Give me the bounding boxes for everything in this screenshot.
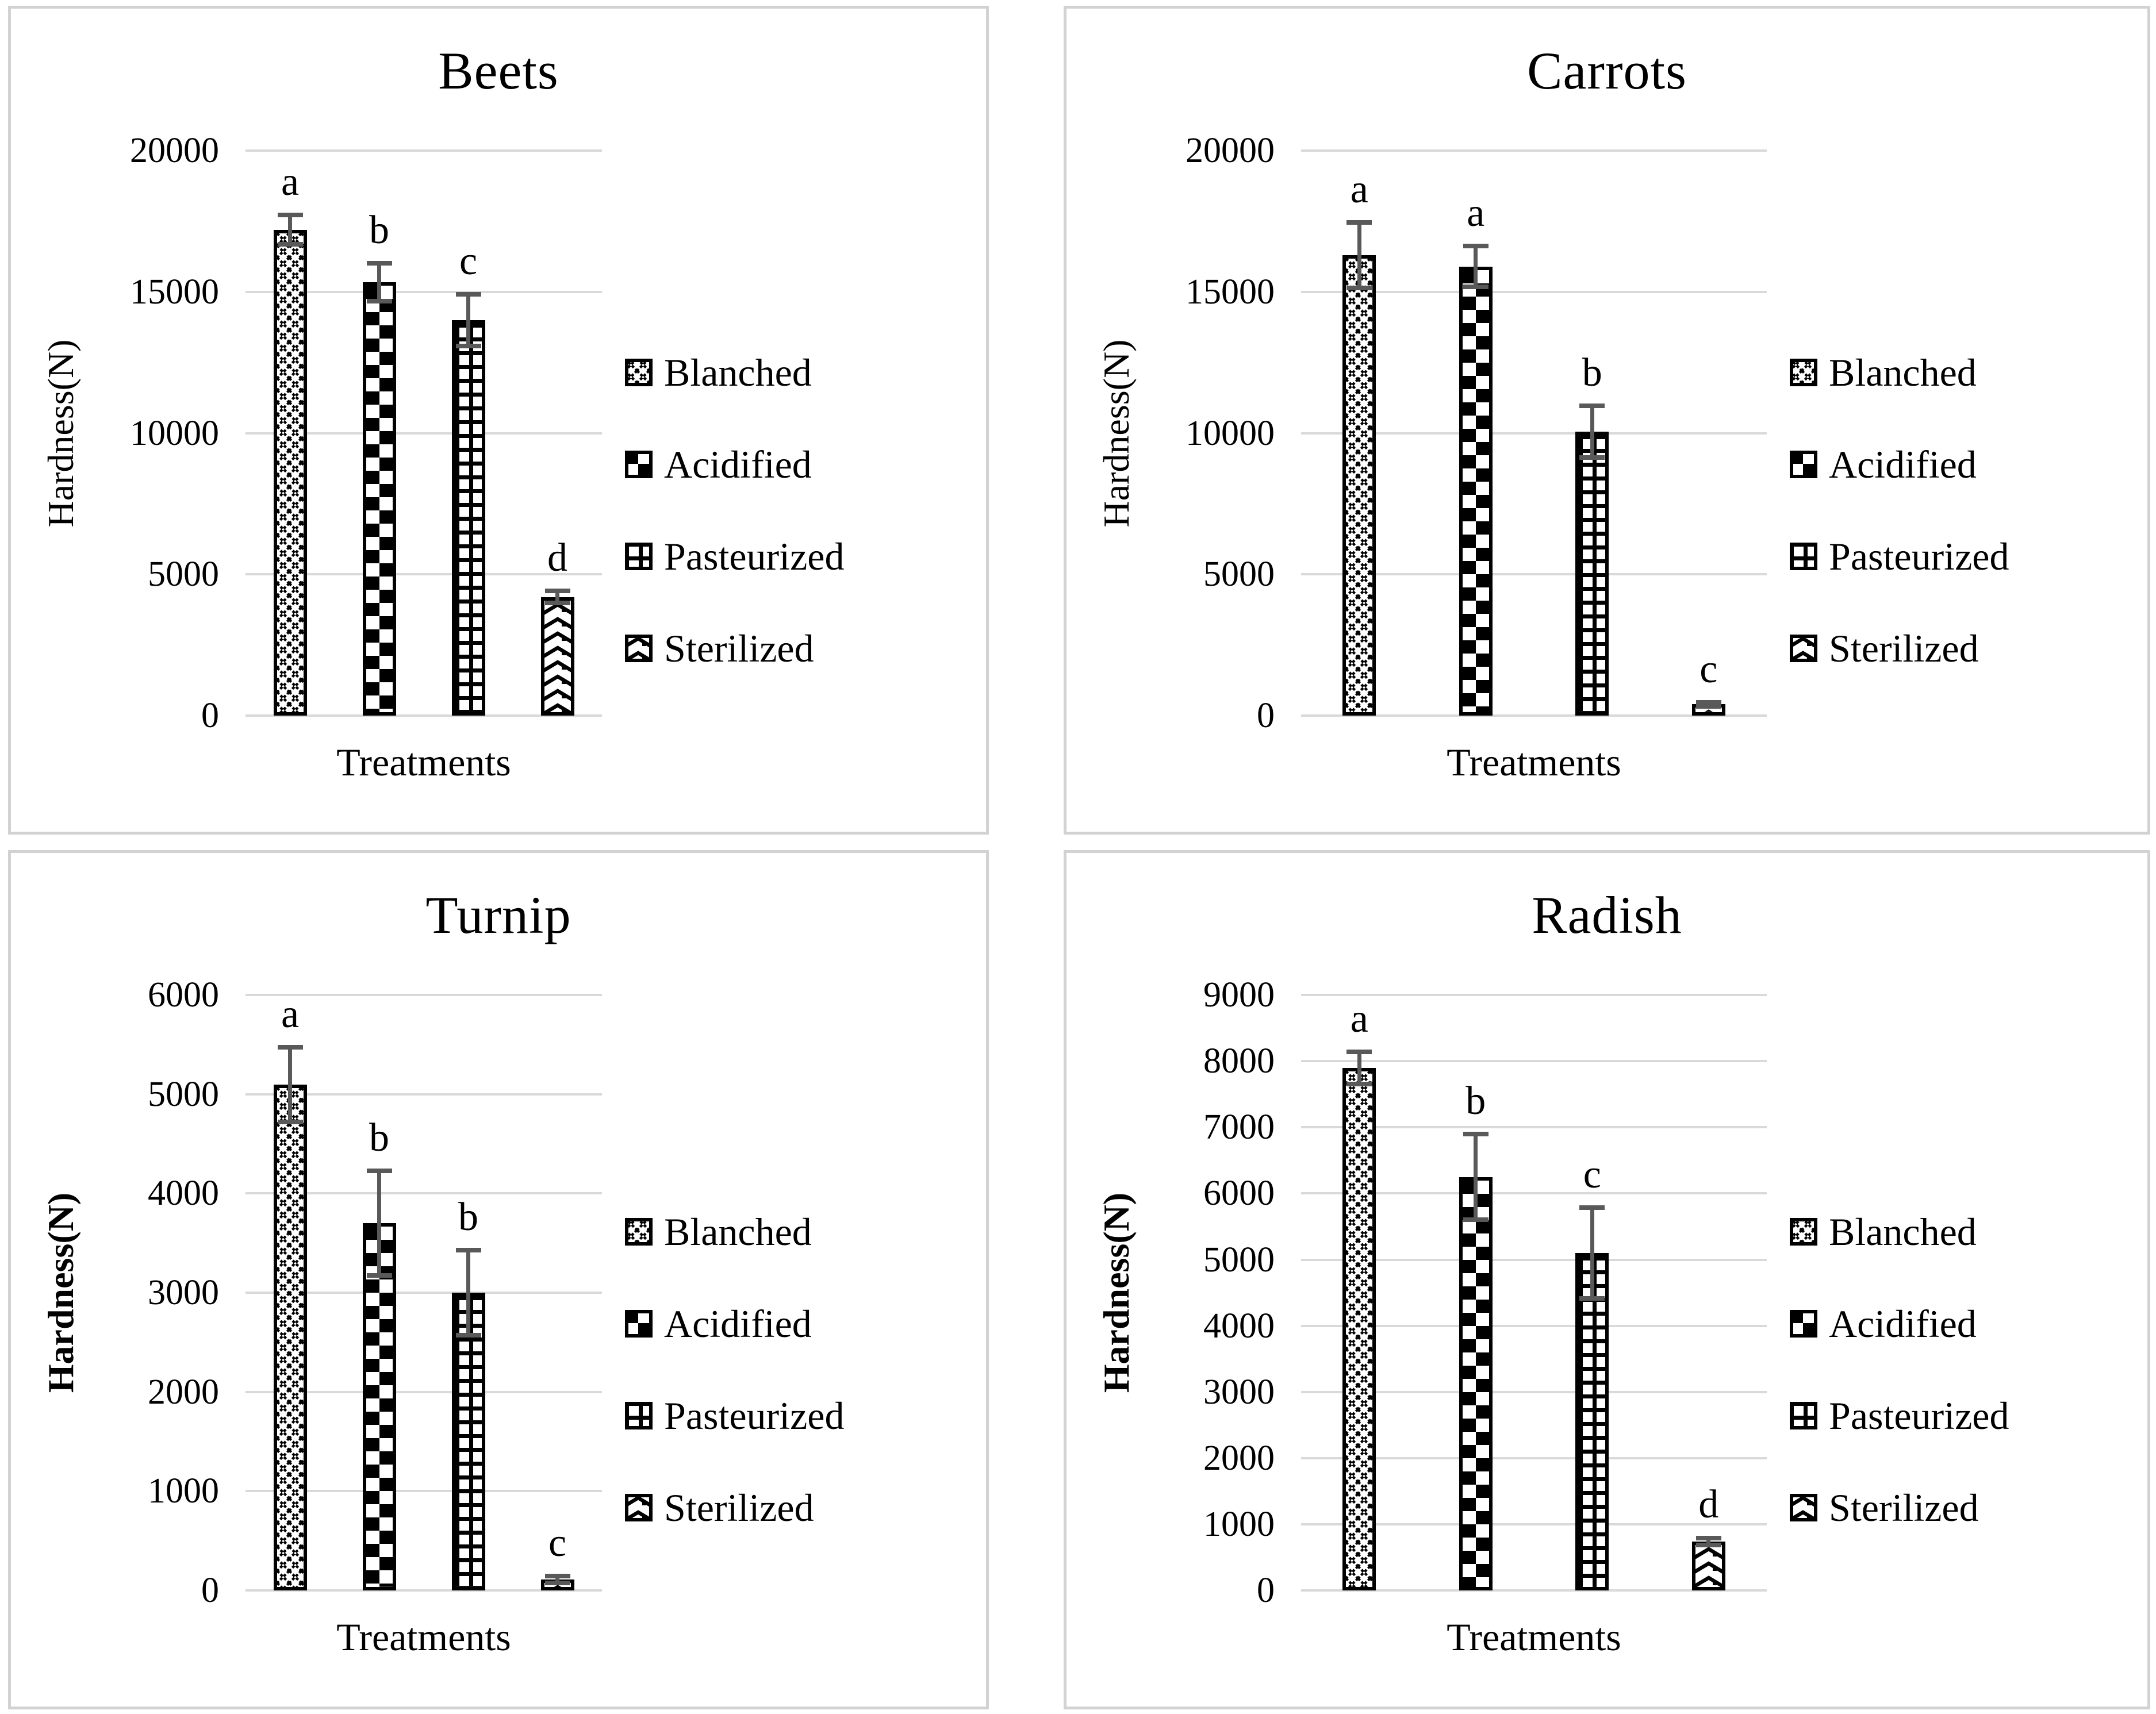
chart-panel-beets: [8, 6, 989, 835]
legend-item-acidified: [1790, 1302, 2131, 1346]
y-tick-label-2000: 2000: [148, 1372, 219, 1412]
significance-letter-acidified: a: [1467, 191, 1485, 236]
chart-title: Radish: [1532, 886, 1682, 944]
chevron-pattern-swatch: [1790, 1494, 1817, 1521]
checkerboard-pattern-swatch: [1790, 1310, 1817, 1338]
error-bar-blanched: [288, 1045, 292, 1124]
gridline-20000: [245, 149, 602, 152]
significance-letter-blanched: a: [1350, 167, 1368, 212]
legend-label: Blanched: [1829, 350, 1977, 394]
y-axis-label-column: [1083, 995, 1150, 1590]
y-tick-label-6000: 6000: [148, 975, 219, 1015]
y-tick-label-10000: 10000: [130, 413, 219, 453]
legend-item-acidified: [1790, 442, 2131, 486]
significance-letter-pasteurized: c: [459, 239, 478, 283]
x-axis-label: Treatments: [336, 740, 511, 784]
grid-pattern-swatch: [1790, 543, 1817, 570]
chevron-pattern-swatch: [1790, 635, 1817, 662]
y-tick-label-20000: 20000: [130, 131, 219, 171]
y-tick-label-7000: 7000: [1203, 1108, 1275, 1147]
y-tick-label-0: 0: [201, 696, 219, 735]
significance-letter-sterilized: d: [547, 535, 567, 580]
legend-item-acidified: [625, 1302, 970, 1346]
bar-acidified: [1459, 1177, 1493, 1590]
significance-letter-sterilized: c: [1700, 647, 1718, 691]
chevron-pattern-swatch: [625, 1494, 653, 1521]
y-tick-label-1000: 1000: [148, 1471, 219, 1511]
legend-label: Blanched: [664, 350, 812, 394]
legend: [602, 350, 970, 670]
bar-sterilized: [541, 597, 574, 716]
grid-pattern-swatch: [625, 543, 653, 570]
grid-pattern-swatch: [1790, 1402, 1817, 1429]
chart-panel-carrots: [1064, 6, 2150, 835]
error-bar-acidified: [1474, 244, 1478, 289]
chart-body: [1083, 975, 2131, 1689]
legend: [1767, 350, 2131, 670]
plot-area: [245, 151, 602, 716]
error-bar-acidified: [377, 1169, 381, 1278]
checkerboard-pattern-swatch: [625, 1310, 653, 1338]
legend-label: Sterilized: [1829, 626, 1979, 670]
plot-area: [1301, 995, 1767, 1590]
x-axis-label-cell: [245, 716, 602, 814]
significance-letter-blanched: a: [281, 160, 300, 205]
error-bar-acidified: [377, 261, 381, 303]
legend-label: Sterilized: [664, 1486, 814, 1530]
y-axis-ticks: [95, 131, 245, 735]
y-axis-label: Hardness(N): [40, 339, 81, 528]
legend-item-pasteurized: [1790, 534, 2131, 578]
significance-letter-sterilized: d: [1698, 1482, 1719, 1527]
checkerboard-pattern-swatch: [1790, 451, 1817, 478]
legend: [602, 1210, 970, 1530]
error-bar-pasteurized: [1590, 1205, 1594, 1301]
plot-area: [1301, 151, 1767, 716]
chart-title: Beets: [438, 41, 559, 100]
dotted-diamond-pattern-swatch: [625, 359, 653, 386]
legend-label: Pasteurized: [664, 534, 845, 578]
gridline-20000: [1301, 149, 1767, 152]
legend-label: Pasteurized: [1829, 1394, 2009, 1438]
y-tick-label-5000: 5000: [1203, 555, 1275, 594]
legend-label: Sterilized: [664, 626, 814, 670]
chart-body: [1083, 131, 2131, 814]
y-axis-label-column: [1083, 151, 1150, 716]
y-axis-ticks: [1150, 975, 1301, 1610]
significance-letter-pasteurized: b: [1582, 351, 1602, 395]
y-tick-label-9000: 9000: [1203, 975, 1275, 1015]
chart-panel-turnip: [8, 850, 989, 1709]
chart-panel-radish: [1064, 850, 2150, 1709]
legend-label: Acidified: [664, 442, 812, 486]
gridline-9000: [1301, 994, 1767, 996]
x-axis-label-cell: [1301, 1590, 1767, 1689]
y-axis-ticks: [95, 975, 245, 1610]
bar-pasteurized: [452, 320, 485, 716]
bar-blanched: [1342, 1068, 1376, 1590]
legend-label: Blanched: [664, 1210, 812, 1254]
significance-letter-blanched: a: [281, 991, 300, 1036]
error-bar-acidified: [1474, 1132, 1478, 1222]
dotted-diamond-pattern-swatch: [1790, 359, 1817, 386]
y-tick-label-0: 0: [1257, 1571, 1275, 1610]
legend-item-sterilized: [625, 1486, 970, 1530]
legend-item-sterilized: [625, 626, 970, 670]
y-tick-label-3000: 3000: [148, 1273, 219, 1313]
y-tick-label-1000: 1000: [1203, 1504, 1275, 1544]
chevron-pattern-swatch: [625, 635, 653, 662]
error-bar-sterilized: [555, 589, 559, 605]
legend-item-blanched: [1790, 1210, 2131, 1254]
error-bar-blanched: [1357, 220, 1361, 291]
legend-item-sterilized: [1790, 626, 2131, 670]
y-axis-label: Hardness(N): [1096, 339, 1137, 528]
bar-sterilized: [1692, 1542, 1725, 1590]
dotted-diamond-pattern-swatch: [1790, 1218, 1817, 1246]
bar-pasteurized: [1575, 432, 1609, 716]
error-bar-pasteurized: [466, 292, 470, 348]
y-axis-label-column: [27, 151, 95, 716]
legend-item-pasteurized: [625, 534, 970, 578]
significance-letter-acidified: b: [369, 207, 389, 252]
bar-blanched: [1342, 255, 1376, 716]
y-axis-label: Hardness(N): [1096, 1192, 1137, 1393]
x-axis-label: Treatments: [1447, 740, 1621, 784]
significance-letter-blanched: a: [1350, 996, 1368, 1041]
significance-letter-sterilized: c: [548, 1520, 567, 1565]
bar-acidified: [363, 282, 396, 716]
legend-item-blanched: [625, 1210, 970, 1254]
bar-acidified: [363, 1223, 396, 1590]
legend-label: Pasteurized: [1829, 534, 2009, 578]
legend-item-blanched: [1790, 350, 2131, 394]
y-tick-label-5000: 5000: [148, 1074, 219, 1114]
chart-body: [27, 975, 970, 1689]
legend-label: Sterilized: [1829, 1486, 1979, 1530]
plot-area: [245, 991, 602, 1590]
legend-label: Acidified: [1829, 1302, 1977, 1346]
y-tick-label-8000: 8000: [1203, 1042, 1275, 1081]
legend-item-blanched: [625, 350, 970, 394]
y-tick-label-3000: 3000: [1203, 1372, 1275, 1412]
error-bar-sterilized: [555, 1574, 559, 1586]
legend-label: Pasteurized: [664, 1394, 845, 1438]
error-bar-sterilized: [1706, 700, 1710, 709]
y-axis-label-column: [27, 995, 95, 1590]
significance-letter-pasteurized: c: [1583, 1152, 1601, 1197]
legend-label: Acidified: [664, 1302, 812, 1346]
x-axis-label-cell: [1301, 716, 1767, 814]
x-axis-label: Treatments: [1447, 1615, 1621, 1659]
dotted-diamond-pattern-swatch: [625, 1218, 653, 1246]
legend-item-pasteurized: [625, 1394, 970, 1438]
legend-item-pasteurized: [1790, 1394, 2131, 1438]
x-axis-label: Treatments: [336, 1615, 511, 1659]
bar-acidified: [1459, 267, 1493, 716]
legend-item-acidified: [625, 442, 970, 486]
bar-blanched: [274, 1085, 307, 1590]
y-tick-label-20000: 20000: [1186, 131, 1275, 171]
y-axis-ticks: [1150, 131, 1301, 735]
legend: [1767, 1210, 2131, 1530]
y-tick-label-4000: 4000: [1203, 1306, 1275, 1346]
y-tick-label-0: 0: [1257, 696, 1275, 735]
significance-letter-pasteurized: b: [458, 1195, 478, 1240]
y-tick-label-0: 0: [201, 1571, 219, 1610]
y-tick-label-10000: 10000: [1186, 413, 1275, 453]
error-bar-pasteurized: [466, 1248, 470, 1337]
y-tick-label-2000: 2000: [1203, 1438, 1275, 1478]
chart-title: Carrots: [1527, 41, 1687, 100]
error-bar-pasteurized: [1590, 403, 1594, 460]
legend-item-sterilized: [1790, 1486, 2131, 1530]
bar-blanched: [274, 230, 307, 716]
gridline-8000: [1301, 1060, 1767, 1062]
bar-pasteurized: [1575, 1253, 1609, 1590]
y-tick-label-15000: 15000: [1186, 272, 1275, 312]
y-tick-label-6000: 6000: [1203, 1174, 1275, 1213]
y-tick-label-5000: 5000: [148, 555, 219, 594]
y-tick-label-4000: 4000: [148, 1174, 219, 1213]
y-tick-label-5000: 5000: [1203, 1240, 1275, 1279]
x-axis-label-cell: [245, 1590, 602, 1689]
chart-body: [27, 131, 970, 814]
legend-label: Acidified: [1829, 442, 1977, 486]
significance-letter-acidified: b: [1466, 1079, 1486, 1124]
chart-title: Turnip: [425, 886, 571, 944]
error-bar-blanched: [1357, 1050, 1361, 1086]
y-axis-label: Hardness(N): [40, 1192, 81, 1393]
significance-letter-acidified: b: [369, 1116, 389, 1160]
error-bar-sterilized: [1706, 1536, 1710, 1548]
checkerboard-pattern-swatch: [625, 451, 653, 478]
y-tick-label-15000: 15000: [130, 272, 219, 312]
legend-label: Blanched: [1829, 1210, 1977, 1254]
grid-pattern-swatch: [625, 1402, 653, 1429]
error-bar-blanched: [288, 213, 292, 247]
